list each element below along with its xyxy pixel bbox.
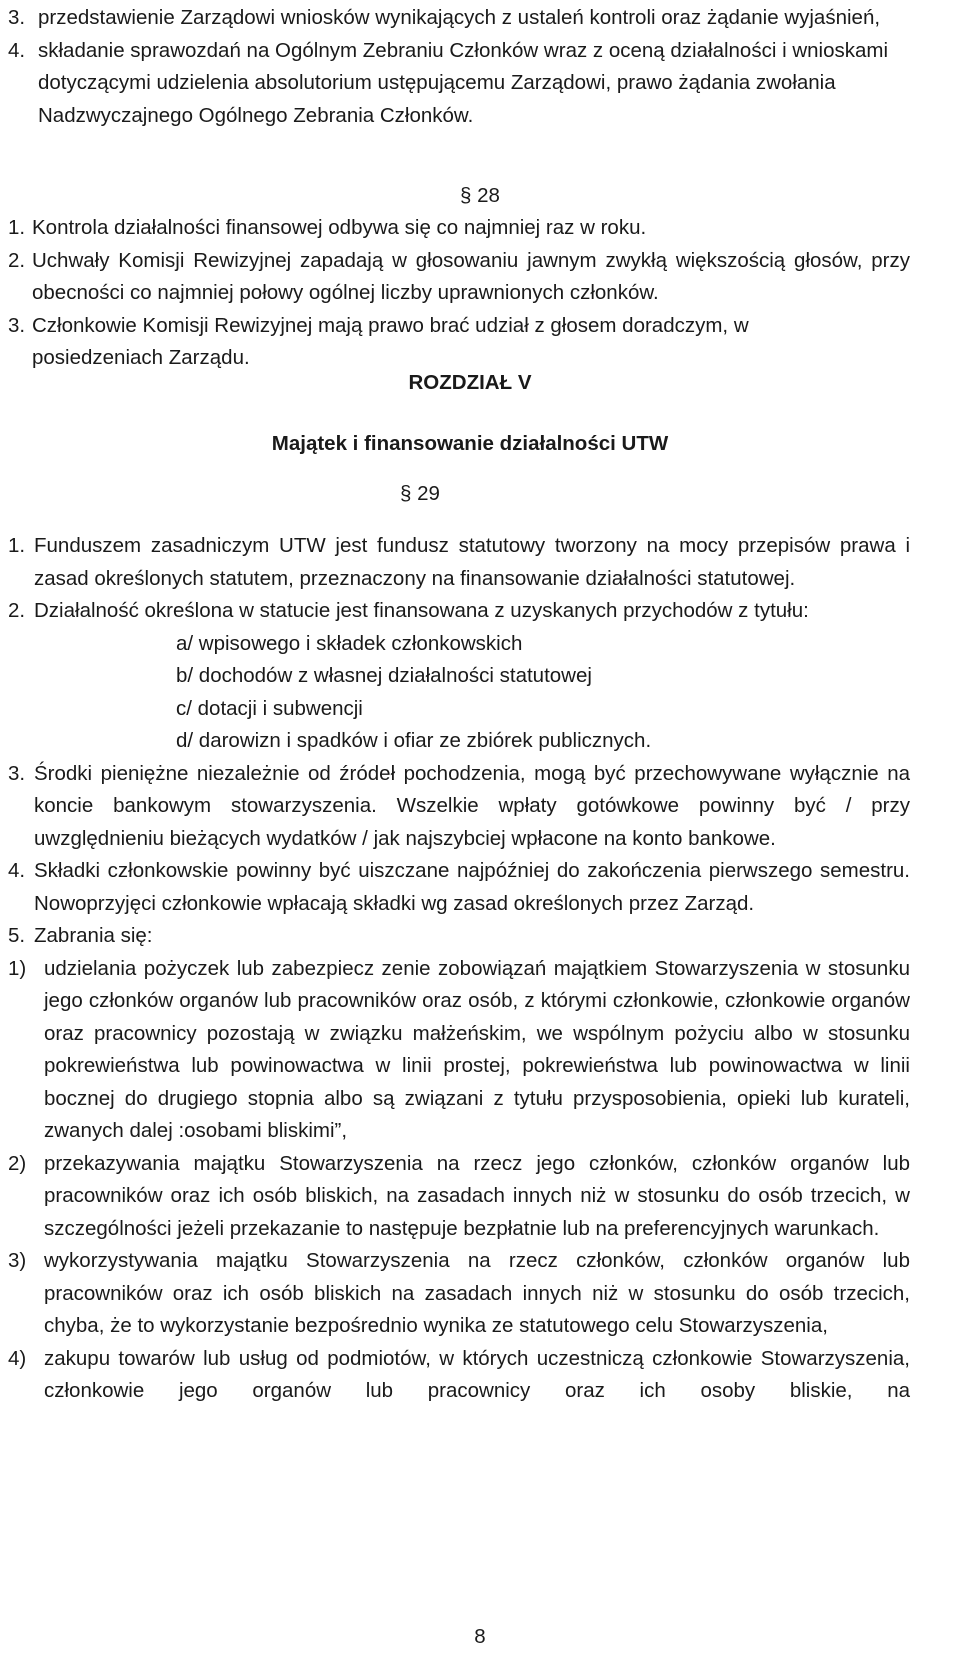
list-item bbox=[8, 855, 910, 920]
item-text: Zabrania się: bbox=[34, 924, 153, 947]
item-text: Środki pieniężne niezależnie od źródeł pochodzenia, mogą być przechowywane wyłącznie na koncie bankowym stowarzyszenia. Wszelkie wpłaty gotówkowe powinny być / przy uwzględnieniu bieżących wydatków / jak najszybciej wpłacone na konto bankowe. bbox=[34, 761, 910, 850]
item-text: przedstawienie Zarządowi wniosków wynikających z ustaleń kontroli oraz żądanie wyjaśnień, bbox=[38, 6, 881, 29]
section-28-title: § 28 bbox=[460, 184, 500, 207]
item-number: 5. bbox=[8, 924, 26, 947]
item-text: składanie sprawozdań na Ogólnym Zebraniu Członków wraz z oceną działalności i wnioskami dotyczącymi udzielenia absolutorium ustępującemu Zarządowi, prawo żądania zwołania Nadzwyczajnego Ogólnego Zebrania Członków. bbox=[38, 38, 889, 127]
item-number: 3. bbox=[8, 313, 26, 337]
list-item bbox=[8, 1148, 910, 1246]
item-text: przekazywania majątku Stowarzyszenia na rzecz jego członków, członków organów lub pracowników oraz ich osób bliskich, na zasadach innych niż w stosunku do osób trzecich, w szczególności jeżeli przekazanie to następuje bezpłatnie lub na preferencyjnych warunkach. bbox=[44, 1151, 910, 1240]
item-number: 2. bbox=[8, 599, 26, 622]
page-number: 8 bbox=[474, 1625, 486, 1648]
item-number: 4. bbox=[8, 38, 26, 62]
list-item bbox=[8, 1343, 910, 1408]
list-item bbox=[8, 953, 910, 1148]
sub-item: a/ wpisowego i składek członkowskich bbox=[176, 631, 523, 655]
item-text: Kontrola działalności finansowej odbywa się co najmniej raz w roku. bbox=[32, 216, 647, 239]
item-number: 2) bbox=[8, 1151, 27, 1175]
item-text: Działalność określona w statucie jest finansowana z uzyskanych przychodów z tytułu: bbox=[34, 599, 809, 622]
sub-item: d/ darowizn i spadków i ofiar ze zbiórek publicznych. bbox=[176, 729, 652, 752]
chapter-title: ROZDZIAŁ V bbox=[408, 371, 532, 394]
list-item bbox=[8, 212, 910, 245]
item-number: 1. bbox=[8, 534, 26, 557]
list-item bbox=[8, 530, 910, 595]
top-list bbox=[8, 2, 910, 132]
section-28-list bbox=[8, 212, 910, 375]
chapter-subtitle: Majątek i finansowanie działalności UTW bbox=[271, 432, 669, 455]
item-number: 1) bbox=[8, 956, 27, 980]
item-number: 2. bbox=[8, 248, 26, 272]
list-item bbox=[8, 310, 910, 375]
item-number: 4. bbox=[8, 859, 26, 882]
list-item bbox=[8, 920, 910, 953]
item-text: zakupu towarów lub usług od podmiotów, w których uczestniczą członkowie Stowarzyszenia, członkowie jego organów lub pracownicy oraz ich osoby bliskie, na bbox=[44, 1346, 910, 1402]
item-text: udzielania pożyczek lub zabezpiecz zenie zobowiązań majątkiem Stowarzyszenia w stosunku jego członków organów lub pracowników oraz osób, z którymi członkowie, członkowie organów oraz pracownicy pozostają w związku małżeńskim, we wspólnym pożyciu albo w stosunku pokrewieństwa lub powinowactwa w linii prostej, pokrewieństwa lub powinowactwa w linii bocznej do drugiego stopnia albo są związani z tytułu przysposobienia, opieki lub kurateli, zwanych dalej :osobami bliskimi”, bbox=[44, 956, 910, 1142]
section-29-list bbox=[8, 530, 910, 1408]
item-text: Członkowie Komisji Rewizyjnej mają prawo brać udział z głosem doradczym, w posiedzeniach Zarządu. bbox=[32, 313, 749, 369]
list-item bbox=[8, 35, 910, 133]
item-number: 4) bbox=[8, 1346, 27, 1370]
list-item bbox=[8, 595, 910, 628]
item-number: 1. bbox=[8, 216, 26, 239]
list-item bbox=[8, 245, 910, 310]
item-text: Składki członkowskie powinny być uiszczane najpóźniej do zakończenia pierwszego semestru. Nowoprzyjęci członkowie wpłacają składki wg zasad określonych przez Zarząd. bbox=[34, 859, 910, 915]
item-number: 3) bbox=[8, 1249, 27, 1272]
item-text: wykorzystywania majątku Stowarzyszenia na rzecz członków, członków organów lub pracowników oraz ich osób bliskich na zasadach innych niż w stosunku do osób trzecich, chyba, że to wykorzystanie bezpośrednio wynika ze statutowego celu Stowarzyszenia, bbox=[44, 1249, 910, 1337]
list-item bbox=[8, 1245, 910, 1343]
list-item bbox=[8, 758, 910, 856]
item-number: 3. bbox=[8, 761, 26, 785]
item-text: Funduszem zasadniczym UTW jest fundusz statutowy tworzony na mocy przepisów prawa i zasad określonych statutem, przeznaczony na finansowanie działalności statutowej. bbox=[34, 534, 910, 590]
sub-item: b/ dochodów z własnej działalności statutowej bbox=[176, 664, 592, 687]
item-number: 3. bbox=[8, 6, 26, 29]
list-item bbox=[8, 2, 910, 35]
item-text: Uchwały Komisji Rewizyjnej zapadają w głosowaniu jawnym zwykłą większością głosów, przy obecności co najmniej połowy ogólnej liczby uprawnionych członków. bbox=[32, 248, 910, 304]
section-29-title: § 29 bbox=[400, 482, 440, 505]
sub-item: c/ dotacji i subwencji bbox=[176, 696, 363, 720]
